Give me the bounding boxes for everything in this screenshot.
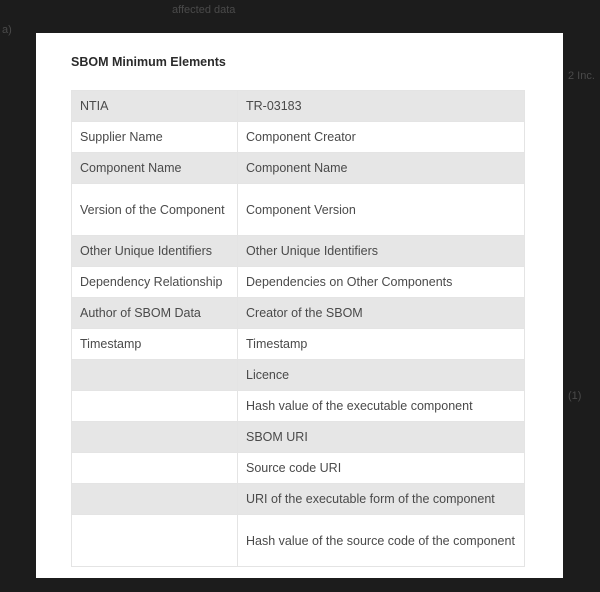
ntia-cell: Version of the Component	[72, 184, 238, 236]
background-text: (1)	[568, 390, 582, 402]
sbom-elements-dialog	[36, 33, 563, 578]
ntia-cell	[72, 484, 238, 515]
ntia-cell: Other Unique Identifiers	[72, 236, 238, 267]
tr-cell: URI of the executable form of the component	[238, 484, 525, 515]
ntia-cell	[72, 422, 238, 453]
ntia-cell: Dependency Relationship	[72, 267, 238, 298]
ntia-cell	[72, 391, 238, 422]
tr-cell: Source code URI	[238, 453, 525, 484]
tr-cell: Creator of the SBOM	[238, 298, 525, 329]
tr-cell: Dependencies on Other Components	[238, 267, 525, 298]
ntia-cell: Timestamp	[72, 329, 238, 360]
background-text: a)	[2, 24, 12, 36]
tr-cell: Hash value of the source code of the component	[238, 515, 525, 567]
ntia-cell: Component Name	[72, 153, 238, 184]
background-text: affected data	[172, 4, 236, 16]
table-header-row	[72, 91, 525, 122]
table-row	[72, 484, 525, 515]
header-ntia: NTIA	[72, 91, 238, 122]
tr-cell: Hash value of the executable component	[238, 391, 525, 422]
background-text: 2 Inc.	[568, 70, 595, 82]
dialog-title: SBOM Minimum Elements	[71, 55, 226, 69]
ntia-cell: Author of SBOM Data	[72, 298, 238, 329]
ntia-cell	[72, 515, 238, 567]
ntia-cell	[72, 453, 238, 484]
table-row	[72, 391, 525, 422]
table-row	[72, 360, 525, 391]
header-tr-03183: TR-03183	[238, 91, 525, 122]
table-row	[72, 329, 525, 360]
ntia-cell	[72, 360, 238, 391]
tr-cell: Component Name	[238, 153, 525, 184]
sbom-elements-table	[71, 90, 525, 567]
tr-cell: Component Creator	[238, 122, 525, 153]
table-row	[72, 453, 525, 484]
tr-cell: SBOM URI	[238, 422, 525, 453]
tr-cell: Component Version	[238, 184, 525, 236]
table-row	[72, 298, 525, 329]
table-row	[72, 236, 525, 267]
table-row	[72, 515, 525, 567]
tr-cell: Licence	[238, 360, 525, 391]
table-row	[72, 267, 525, 298]
tr-cell: Other Unique Identifiers	[238, 236, 525, 267]
ntia-cell: Supplier Name	[72, 122, 238, 153]
table-row	[72, 122, 525, 153]
table-row	[72, 153, 525, 184]
table-row	[72, 184, 525, 236]
tr-cell: Timestamp	[238, 329, 525, 360]
table-row	[72, 422, 525, 453]
